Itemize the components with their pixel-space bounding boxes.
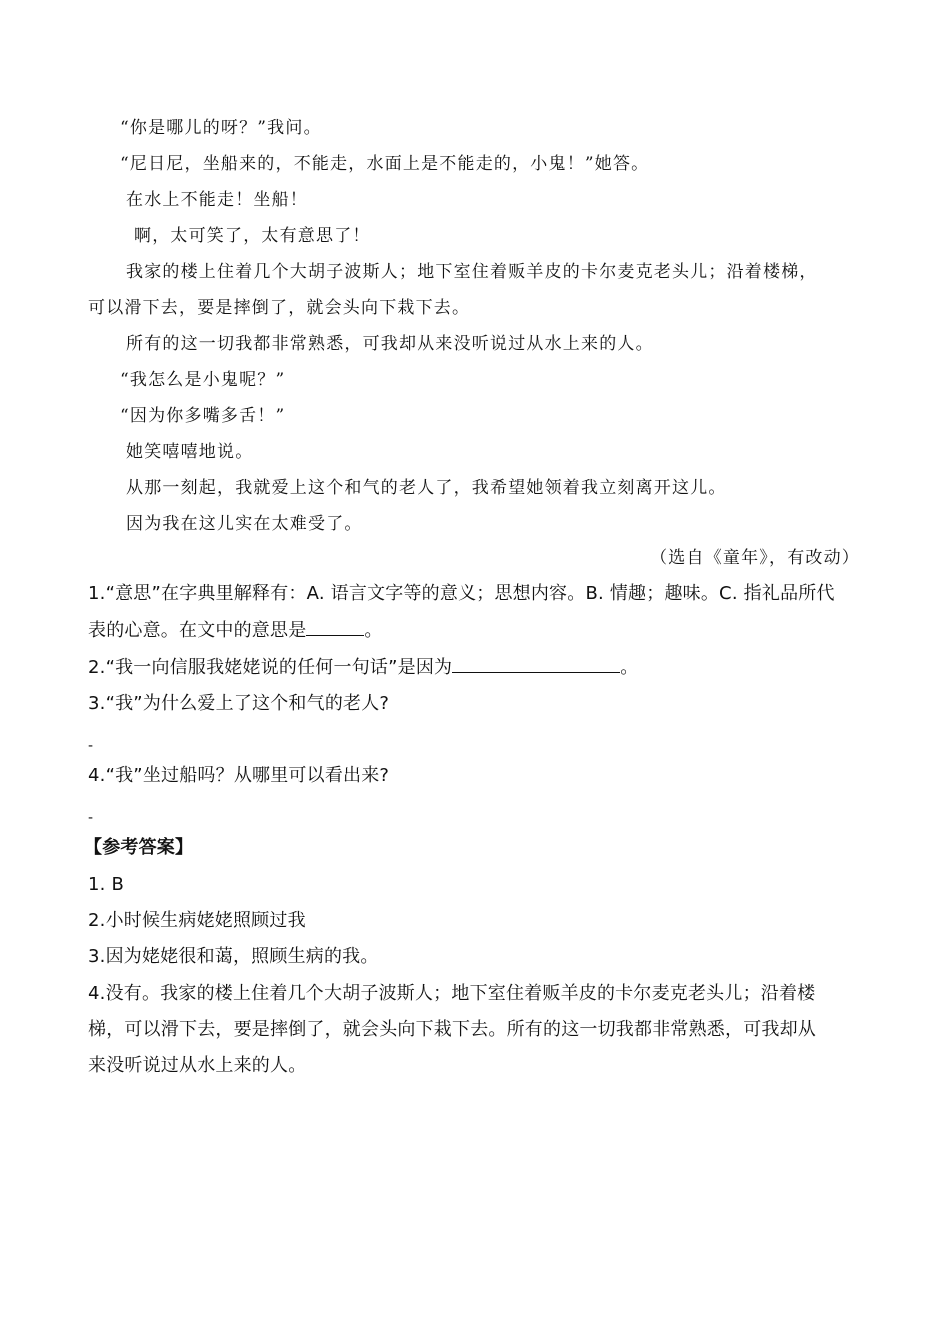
passage-paragraph: “尼日尼，坐船来的，不能走，水面上是不能走的，小鬼！”她答。 [120,154,650,174]
passage-source: （选自《童年》，有改动） [650,548,860,568]
question-2-end: 。 [620,657,639,678]
passage-paragraph: 她笑嘻嘻地说。 [126,442,254,462]
passage-paragraph: 可以滑下去，要是摔倒了，就会头向下栽下去。 [88,298,471,318]
answer-4-continued: 来没听说过从水上来的人。 [88,1055,307,1076]
question-1-continued [88,617,383,645]
answer-3: 3.因为姥姥很和蔼，照顾生病的我。 [88,946,379,967]
question-1: 1.“意思”在字典里解释有：A. 语言文字等的意义；思想内容。B. 情趣；趣味。C. 指礼品所代 [88,583,835,604]
passage-paragraph: “因为你多嘴多舌！” [120,406,286,426]
question-2-text: 2.“我一向信服我姥姥说的任何一句话”是因为 [88,657,453,678]
passage-paragraph: 我家的楼上住着几个大胡子波斯人；地下室住着贩羊皮的卡尔麦克老头儿；沿着楼梯， [126,262,818,282]
question-4: 4.“我”坐过船吗？从哪里可以看出来? [88,765,390,786]
answer-2: 2.小时候生病姥姥照顾过我 [88,910,306,931]
passage-paragraph: “你是哪儿的呀？”我问。 [120,118,322,138]
answers-heading: 【参考答案】 [84,837,194,858]
passage-paragraph: 在水上不能走！坐船！ [126,190,308,210]
question-4-answer-line: - [88,810,94,826]
answer-4-continued: 梯，可以滑下去，要是摔倒了，就会头向下栽下去。所有的这一切我都非常熟悉，可我却从 [88,1019,816,1040]
passage-paragraph: 因为我在这儿实在太难受了。 [126,514,363,534]
question-3: 3.“我”为什么爱上了这个和气的老人? [88,693,390,714]
passage-paragraph: “我怎么是小鬼呢？” [120,370,286,390]
question-1-text: 表的心意。在文中的意思是 [88,620,307,641]
passage-paragraph: 啊，太可笑了，太有意思了！ [134,226,371,246]
passage-paragraph: 所有的这一切我都非常熟悉，可我却从来没听说过从水上来的人。 [126,334,654,354]
question-1-end: 。 [364,620,383,641]
answer-1: 1. B [88,874,125,895]
passage-paragraph: 从那一刻起，我就爱上这个和气的老人了，我希望她领着我立刻离开这儿。 [126,478,727,498]
answer-blank[interactable] [306,634,364,636]
question-2 [88,654,638,682]
answer-blank[interactable] [452,671,620,673]
answer-4: 4.没有。我家的楼上住着几个大胡子波斯人；地下室住着贩羊皮的卡尔麦克老头儿；沿着楼 [88,983,816,1004]
question-3-answer-line: - [88,738,94,754]
